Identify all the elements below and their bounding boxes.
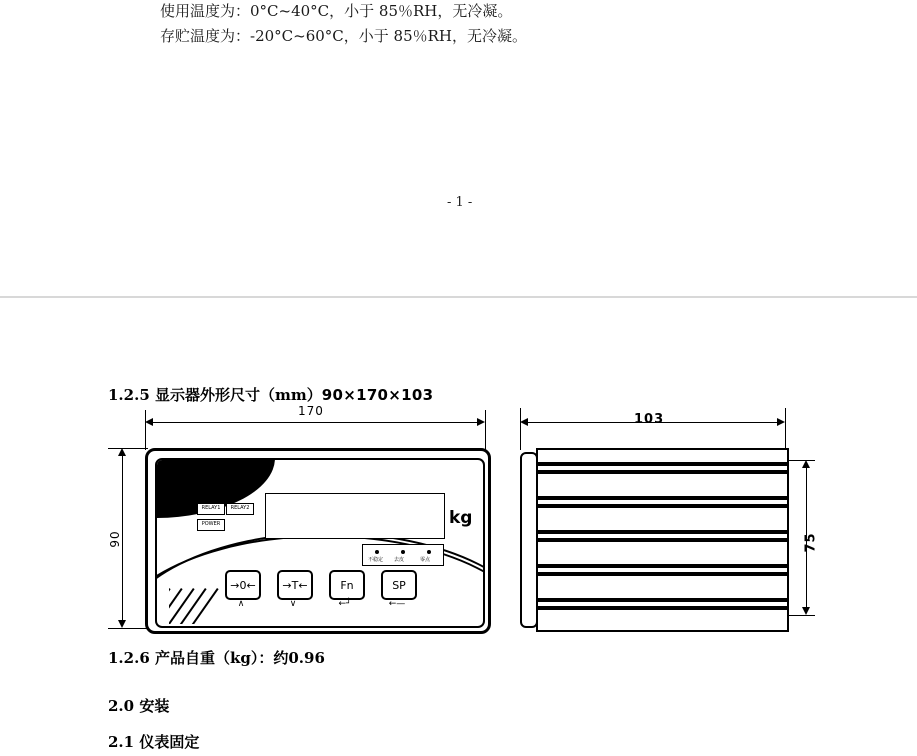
housing-fin: [538, 564, 787, 568]
dim-arrow-up-90: [118, 448, 126, 456]
housing-fin: [538, 538, 787, 542]
housing-fin: [538, 496, 787, 500]
heading-2-1: 2.1 仪表固定: [108, 733, 200, 751]
dim-line-height-90: [122, 450, 123, 626]
heading-1-2-5-text: 1.2.5 显示器外形尺寸（mm）: [108, 386, 322, 404]
key-sp[interactable]: SP: [381, 570, 417, 600]
status-dot-unstable-icon: [375, 550, 379, 554]
key-sub-enter-icon: ←┘: [338, 599, 352, 609]
status-dot-zero-icon: [427, 550, 431, 554]
indicator-front-view: [145, 448, 491, 634]
dim-label-103: 103: [634, 412, 665, 427]
led-power: POWER: [197, 519, 225, 531]
status-indicator-group: [362, 544, 444, 566]
ext-line-side-right: [785, 408, 786, 450]
led-relay2: RELAY2: [226, 503, 254, 515]
page-break-divider: [0, 296, 917, 298]
dim-arrow-left-170: [145, 418, 153, 426]
ext-line-front-bottom: [108, 628, 148, 629]
key-sub-down-icon: ∨: [289, 599, 297, 609]
lcd-display: [265, 493, 445, 539]
key-tare[interactable]: →T←: [277, 570, 313, 600]
dim-arrow-right-103: [777, 418, 785, 426]
housing-fin: [538, 504, 787, 508]
dim-label-75: 75: [803, 532, 819, 553]
dim-arrow-down-90: [118, 620, 126, 628]
dim-arrow-up-75: [802, 460, 810, 468]
spec-temperature-operating: 使用温度为：0°C~40°C，小于 85％RH，无冷凝。: [160, 2, 513, 20]
housing-fin: [538, 606, 787, 610]
page-number: - 1 -: [447, 195, 473, 210]
key-sub-back-icon: ←—: [388, 599, 406, 609]
ext-line-side-bottom: [787, 615, 815, 616]
spec-temperature-storage: 存贮温度为：-20°C~60°C，小于 85％RH，无冷凝。: [160, 27, 527, 45]
dim-label-170: 170: [298, 404, 324, 418]
status-dot-tare-icon: [401, 550, 405, 554]
heading-1-2-5-dimensions: 90×170×103: [321, 386, 434, 404]
key-zero[interactable]: →0←: [225, 570, 261, 600]
key-fn[interactable]: Fn: [329, 570, 365, 600]
unit-label-kg: kg: [449, 508, 473, 528]
status-caption-zero: 零点: [420, 557, 431, 563]
key-sub-up-icon: ∧: [237, 599, 245, 609]
ext-line-side-left: [520, 408, 521, 450]
housing-fin: [538, 470, 787, 474]
ext-line-front-left: [145, 410, 146, 450]
ext-line-front-top: [108, 448, 148, 449]
dim-arrow-right-170: [477, 418, 485, 426]
status-caption-unstable: 不稳定: [368, 557, 384, 563]
heading-2-0: 2.0 安装: [108, 697, 170, 715]
ext-line-front-right: [485, 410, 486, 450]
status-caption-tare: 去皮: [394, 557, 405, 563]
dim-arrow-left-103: [520, 418, 528, 426]
dim-label-90: 90: [108, 530, 122, 548]
housing-fin: [538, 572, 787, 576]
housing-fin: [538, 598, 787, 602]
indicator-side-view: [520, 448, 785, 628]
hatch-pattern: [169, 588, 231, 624]
heading-1-2-6: 1.2.6 产品自重（kg）：约0.96: [108, 649, 325, 667]
product-dimension-drawing: [0, 400, 917, 650]
side-view-housing: [536, 448, 789, 632]
dim-arrow-down-75: [802, 607, 810, 615]
front-panel-inner-border: [155, 458, 485, 628]
ext-line-side-top: [787, 460, 815, 461]
housing-fin: [538, 530, 787, 534]
housing-fin: [538, 462, 787, 466]
dim-line-width-170: [147, 422, 483, 423]
led-relay1: RELAY1: [197, 503, 225, 515]
